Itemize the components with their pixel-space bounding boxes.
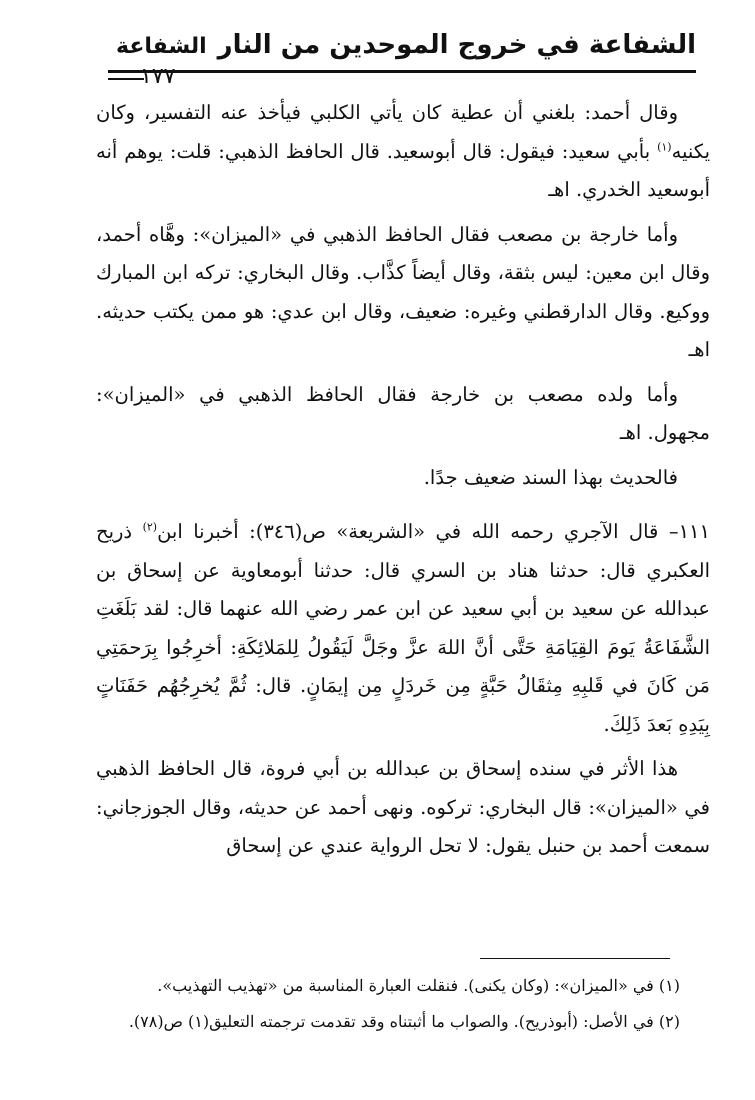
page-number: ١٧٧	[140, 64, 176, 89]
book-mark: الشفاعة	[116, 34, 207, 59]
footnote-ref-2: (٢)	[142, 520, 158, 534]
running-title: الشفاعة في خروج الموحدين من النار	[217, 30, 696, 60]
paragraph-1-rest: بأبي سعيد: فيقول: قال أبوسعيد. قال الحافظ الذهبي: قلت: يوهم أنه أبوسعيد الخدري. اهـ	[96, 139, 710, 201]
header-rule	[108, 70, 696, 73]
hadith-111	[96, 513, 710, 744]
paragraph-3: وأما ولده مصعب بن خارجة فقال الحافظ الذهبي في «الميزان»: مجهول. اهـ	[96, 382, 710, 444]
footnotes	[96, 968, 680, 1040]
paragraph-6: هذا الأثر في سنده إسحاق بن عبدالله بن أبي فروة، قال الحافظ الذهبي في «الميزان»: قال البخاري: تركوه. ونهى أحمد عن حديثه، وقال الجوزجاني: سمعت أحمد بن حنبل يقول: لا تحل الرواية عندي عن إسحاق	[96, 757, 710, 857]
footnote-1: (١) في «الميزان»: (وكان يكنى). فنقلت العبارة المناسبة من «تهذيب التهذيب».	[157, 976, 680, 995]
main-text	[96, 94, 710, 872]
footnote-ref-1: (١)	[657, 140, 672, 153]
footnote-rule	[480, 958, 670, 959]
page-header	[96, 20, 696, 89]
hadith-text-a: قال الآجري رحمه الله في «الشريعة» ص(٣٤٦): أخبرنا ابن	[157, 520, 669, 543]
footnote-2: (٢) في الأصل: (أبوذريح). والصواب ما أثبتناه وقد تقدمت ترجمته التعليق(١) ص(٧٨).	[128, 1012, 680, 1031]
paragraph-1	[96, 94, 710, 210]
paragraph-1-text: وقال أحمد: بلغني أن عطية كان يأتي الكلبي فيأخذ عنه التفسير، وكان يكنيه	[96, 101, 710, 163]
header-rule-short	[108, 78, 144, 80]
paragraph-2: وأما خارجة بن مصعب فقال الحافظ الذهبي في «الميزان»: وهَّاه أحمد، وقال ابن معين: ليس بثقة، وقال أيضاً كذَّاب. وقال البخاري: تركه ابن المبارك ووكيع. وقال الدارقطني وغيره: ضعيف، وقال ابن عدي: هو ممن يكتب حديثه. اهـ	[96, 222, 710, 361]
hadith-text-b: ذريح العكبري قال: حدثنا هناد بن السري قال: حدثنا أبومعاوية عن إسحاق بن عبدالله عن سعيد بن أبي سعيد عن ابن عمر رضي الله عنهما قال: لقد بَلَغَتِ الشَّفَاعَةُ يَومَ القِيَامَةِ حَتَّى أنَّ اللهَ عزَّ وجَلَّ لَيَقُولُ لِلمَلائِكَةِ: أخرِجُوا بِرَحمَتِي مَن كَانَ في قَلبِهِ مِثقَالُ حَبَّةٍ مِن خَردَلٍ مِن إيمَانٍ. قال: ثُمَّ يُخرِجُهُم حَفَنَاتٍ بِيَدِهِ بَعدَ ذَلِكَ.	[96, 520, 710, 736]
paragraph-4: فالحديث بهذا السند ضعيف جدًا.	[423, 465, 678, 489]
hadith-number: ١١١–	[668, 520, 710, 543]
